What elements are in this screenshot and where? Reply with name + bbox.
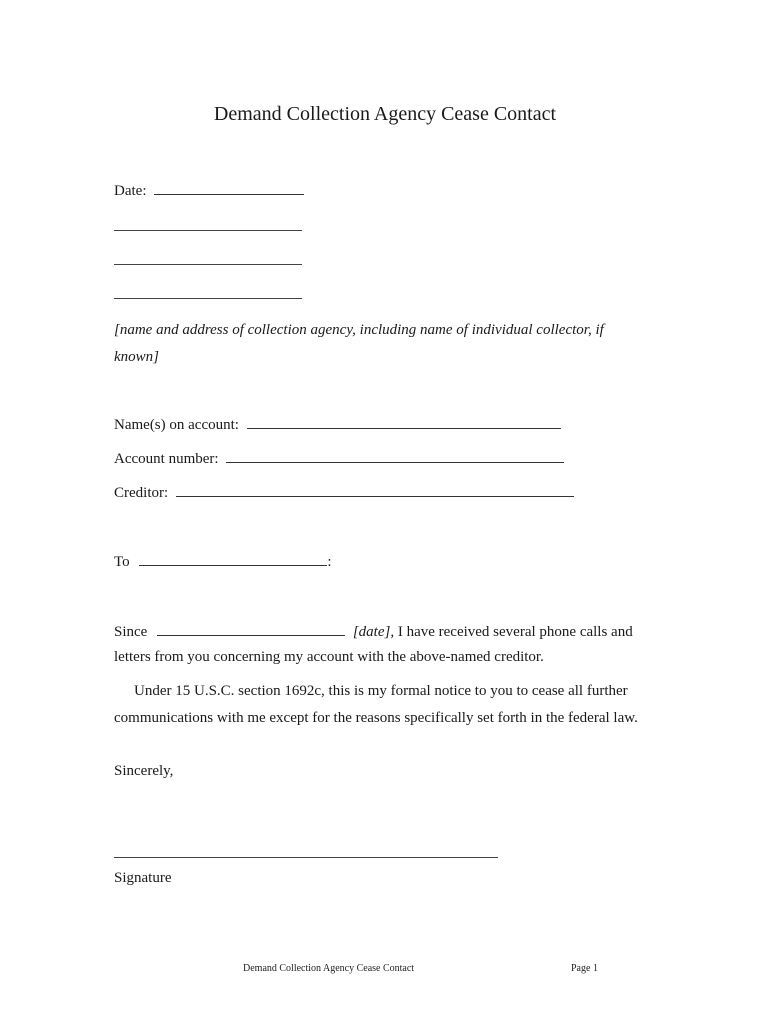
since-rest: I have received several phone calls and [397,624,633,640]
footer-title: Demand Collection Agency Cease Contact [243,963,415,974]
document-title: Demand Collection Agency Cease Contact [213,103,557,125]
notice-line-1: Under 15 U.S.C. section 1692c, this is my formal notice to you to cease all further [134,683,628,699]
account-row [114,448,564,468]
since-date-italic: [date], [352,624,395,640]
address-line-1[interactable] [114,230,302,231]
since-date-blank[interactable] [157,621,345,636]
signature-line[interactable] [114,857,498,858]
creditor-blank[interactable] [176,482,574,497]
footer-page-number: Page 1 [571,963,598,974]
names-row [114,414,561,434]
date-label: Date: [114,183,147,199]
agency-note: [name and address of collection agency, including name of individual collector, if known] [114,322,604,365]
to-row [114,551,332,571]
to-label: To [114,554,130,570]
to-blank[interactable] [139,551,327,566]
since-line-1 [114,621,633,641]
address-line-2[interactable] [114,264,302,265]
names-label: Name(s) on account: [114,417,239,433]
date-blank[interactable] [154,180,304,195]
since-label: Since [114,624,148,640]
account-label: Account number: [114,451,219,467]
date-row [114,180,304,200]
names-blank[interactable] [247,414,561,429]
to-colon: : [327,554,332,570]
signature-label: Signature [114,870,172,886]
since-line-2: letters from you concerning my account with the above-named creditor. [114,649,544,665]
closing: Sincerely, [114,763,174,779]
notice-line-2: communications with me except for the reasons specifically set forth in the federal law. [114,710,638,726]
account-blank[interactable] [226,448,564,463]
address-line-3[interactable] [114,298,302,299]
creditor-row [114,482,574,502]
creditor-label: Creditor: [114,485,169,501]
